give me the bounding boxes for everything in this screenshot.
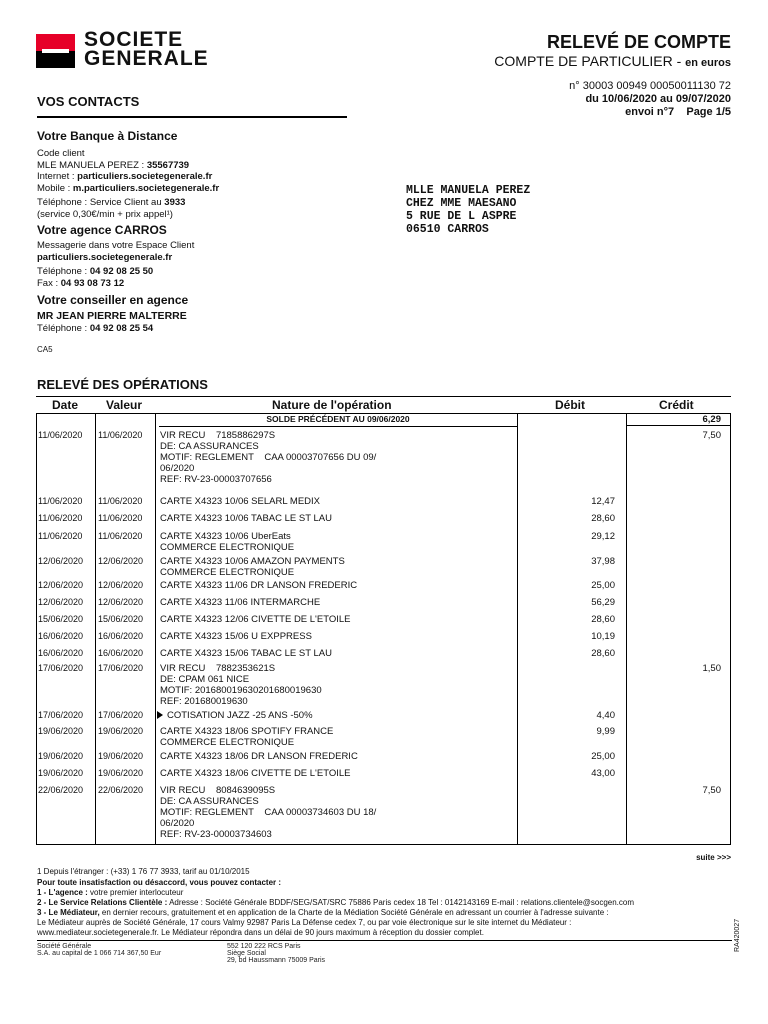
footer-divider bbox=[37, 940, 732, 941]
brand-logo-mark bbox=[36, 34, 75, 68]
account-number: n° 30003 00949 00050011130 72 bbox=[569, 80, 731, 92]
row-date: 11/06/2020 bbox=[38, 513, 83, 523]
row-valeur: 12/06/2020 bbox=[98, 556, 144, 566]
row-date: 17/06/2020 bbox=[38, 710, 84, 720]
triangle-marker-icon bbox=[157, 711, 163, 719]
row-debit: 28,60 bbox=[591, 513, 615, 524]
solde-precedent-value: 6,29 bbox=[627, 413, 731, 426]
row-date: 16/06/2020 bbox=[38, 648, 84, 658]
conseiller-info: MR JEAN PIERRE MALTERRE Téléphone : 04 92 08 25 54 bbox=[37, 310, 187, 334]
row-date: 11/06/2020 bbox=[38, 531, 83, 541]
row-debit: 43,00 bbox=[591, 768, 615, 779]
row-credit: 1,50 bbox=[702, 663, 721, 674]
row-nature: CARTE X4323 15/06 U EXPPRESS bbox=[160, 631, 312, 642]
row-debit: 12,47 bbox=[591, 496, 615, 507]
row-nature: CARTE X4323 18/06 SPOTIFY FRANCE COMMERCE ELECTRONIQUE bbox=[160, 726, 334, 748]
row-valeur: 12/06/2020 bbox=[98, 597, 144, 607]
mailing-address: MLLE MANUELA PEREZ CHEZ MME MAESANO 5 RUE DE L ASPRE 06510 CARROS bbox=[406, 184, 531, 236]
agency-code: CA5 bbox=[37, 345, 53, 354]
row-debit: 28,60 bbox=[591, 648, 615, 659]
legal-right: 552 120 222 RCS Paris Siège Social 29, bd Haussmann 75009 Paris bbox=[227, 943, 326, 964]
row-date: 19/06/2020 bbox=[38, 768, 84, 778]
row-date: 19/06/2020 bbox=[38, 751, 84, 761]
row-valeur: 19/06/2020 bbox=[98, 751, 144, 761]
row-debit: 37,98 bbox=[591, 556, 615, 567]
operations-table-header bbox=[36, 396, 731, 414]
row-nature: CARTE X4323 10/06 AMAZON PAYMENTS COMMERCE ELECTRONIQUE bbox=[160, 556, 345, 578]
row-valeur: 16/06/2020 bbox=[98, 648, 144, 658]
divider bbox=[37, 116, 347, 118]
row-nature: CARTE X4323 18/06 CIVETTE DE L'ETOILE bbox=[160, 768, 351, 779]
row-date: 16/06/2020 bbox=[38, 631, 84, 641]
row-date: 12/06/2020 bbox=[38, 580, 84, 590]
distance-info: Code client MLE MANUELA PEREZ : 35567739 Internet : particuliers.societegenerale.fr Mobile : m.particuliers.societegenerale.fr Téléphone : Service Client au 3933 (service 0,30€/min + prix appel¹) bbox=[37, 148, 220, 220]
row-debit: 10,19 bbox=[591, 631, 615, 642]
brand-logo-text: SOCIETE GENERALE bbox=[84, 28, 209, 70]
row-valeur: 19/06/2020 bbox=[98, 768, 144, 778]
row-valeur: 15/06/2020 bbox=[98, 614, 144, 624]
row-nature: VIR RECU 8084639095S DE: CA ASSURANCES MOTIF: REGLEMENT CAA 00003734603 DU 18/ 06/2020 REF: RV-23-00003734603 bbox=[160, 785, 377, 840]
col-debit: Débit bbox=[555, 398, 585, 412]
page-subtitle: COMPTE DE PARTICULIER - en euros bbox=[494, 53, 731, 69]
page-title: RELEVÉ DE COMPTE bbox=[546, 32, 731, 52]
col-valeur: Valeur bbox=[106, 398, 143, 412]
row-debit: 9,99 bbox=[596, 726, 615, 737]
row-nature: CARTE X4323 11/06 DR LANSON FREDERIC bbox=[160, 580, 358, 591]
col-nature: Nature de l'opération bbox=[272, 398, 392, 412]
row-valeur: 11/06/2020 bbox=[98, 513, 143, 523]
col-credit: Crédit bbox=[659, 398, 694, 412]
row-credit: 7,50 bbox=[702, 430, 721, 441]
row-debit: 4,40 bbox=[596, 710, 615, 721]
footer-contact: Pour toute insatisfaction ou désaccord, vous pouvez contacter : 1 - L'agence : votre premier interlocuteur 2 - Le Service Relations Clientèle : Adresse : Société Générale BDDF/SEG/SAT/SRC 75886 Paris cedex 18 Tel : 0142143169 E-mail : relations.clientele@socgen.com 3 - Le Médiateur, en dernier recours, gratuitement et en application de la Charte de la Médiation Société Générale en adressant un courrier à l'adresse suivante : Le Médiateur auprès de Société Générale, 17 cours Valmy 92987 Paris La Défense cedex 7, ou par voie électronique sur le site internet du Médiateur : www.mediateur.societegenerale.fr. Le Médiateur répondra dans un délai de 90 jours maximum à réception du dossier complet. bbox=[37, 878, 635, 937]
row-valeur: 11/06/2020 bbox=[98, 496, 143, 506]
row-date: 12/06/2020 bbox=[38, 556, 84, 566]
document-code: RA420027 bbox=[734, 918, 741, 952]
operations-title: RELEVÉ DES OPÉRATIONS bbox=[37, 377, 208, 392]
row-date: 11/06/2020 bbox=[38, 430, 83, 440]
row-valeur: 17/06/2020 bbox=[98, 710, 144, 720]
row-date: 11/06/2020 bbox=[38, 496, 83, 506]
agence-title: Votre agence CARROS bbox=[37, 223, 167, 237]
col-date: Date bbox=[52, 398, 79, 412]
row-valeur: 17/06/2020 bbox=[98, 663, 144, 673]
row-nature: CARTE X4323 10/06 TABAC LE ST LAU bbox=[160, 513, 332, 524]
agence-info: Messagerie dans votre Espace Client particuliers.societegenerale.fr Téléphone : 04 92 08 25 50 Fax : 04 93 08 73 12 bbox=[37, 240, 195, 289]
row-date: 12/06/2020 bbox=[38, 597, 84, 607]
row-nature: CARTE X4323 11/06 INTERMARCHE bbox=[160, 597, 321, 608]
row-valeur: 19/06/2020 bbox=[98, 726, 144, 736]
row-valeur: 12/06/2020 bbox=[98, 580, 144, 590]
row-valeur: 11/06/2020 bbox=[98, 531, 143, 541]
conseiller-title: Votre conseiller en agence bbox=[37, 293, 189, 307]
row-nature: CARTE X4323 18/06 DR LANSON FREDERIC bbox=[160, 751, 358, 762]
row-credit: 7,50 bbox=[702, 785, 721, 796]
row-nature: VIR RECU 7882353621S DE: CPAM 061 NICE MOTIF: 201680019630201680019630 REF: 201680019630 bbox=[160, 663, 322, 707]
row-date: 17/06/2020 bbox=[38, 663, 84, 673]
row-nature: CARTE X4323 10/06 SELARL MEDIX bbox=[160, 496, 320, 507]
row-valeur: 16/06/2020 bbox=[98, 631, 144, 641]
row-nature: CARTE X4323 12/06 CIVETTE DE L'ETOILE bbox=[160, 614, 351, 625]
statement-period: du 10/06/2020 au 09/07/2020 bbox=[585, 93, 731, 105]
row-debit: 56,29 bbox=[591, 597, 615, 608]
operations-table bbox=[36, 413, 731, 845]
legal-left: Société Générale S.A. au capital de 1 066 714 367,50 Eur bbox=[37, 943, 162, 957]
distance-title: Votre Banque à Distance bbox=[37, 129, 178, 143]
row-debit: 28,60 bbox=[591, 614, 615, 625]
suite-label: suite >>> bbox=[696, 853, 731, 862]
row-valeur: 11/06/2020 bbox=[98, 430, 143, 440]
row-debit: 25,00 bbox=[591, 751, 615, 762]
row-nature: CARTE X4323 10/06 UberEats COMMERCE ELECTRONIQUE bbox=[160, 531, 295, 553]
row-date: 15/06/2020 bbox=[38, 614, 84, 624]
row-nature: CARTE X4323 15/06 TABAC LE ST LAU bbox=[160, 648, 332, 659]
contacts-title: VOS CONTACTS bbox=[37, 94, 140, 109]
row-nature: COTISATION JAZZ -25 ANS -50% bbox=[157, 710, 313, 721]
row-valeur: 22/06/2020 bbox=[98, 785, 144, 795]
row-date: 22/06/2020 bbox=[38, 785, 84, 795]
row-nature: VIR RECU 7185886297S DE: CA ASSURANCES MOTIF: REGLEMENT CAA 00003707656 DU 09/ 06/2020 REF: RV-23-00003707656 bbox=[160, 430, 377, 485]
row-debit: 29,12 bbox=[591, 531, 615, 542]
row-date: 19/06/2020 bbox=[38, 726, 84, 736]
row-debit: 25,00 bbox=[591, 580, 615, 591]
solde-precedent-label: SOLDE PRÉCÉDENT AU 09/06/2020 bbox=[159, 413, 517, 427]
envoi-page: envoi n°7 Page 1/5 bbox=[625, 106, 731, 118]
footnote: 1 Depuis l'étranger : (+33) 1 76 77 3933, tarif au 01/10/2015 bbox=[37, 867, 250, 876]
